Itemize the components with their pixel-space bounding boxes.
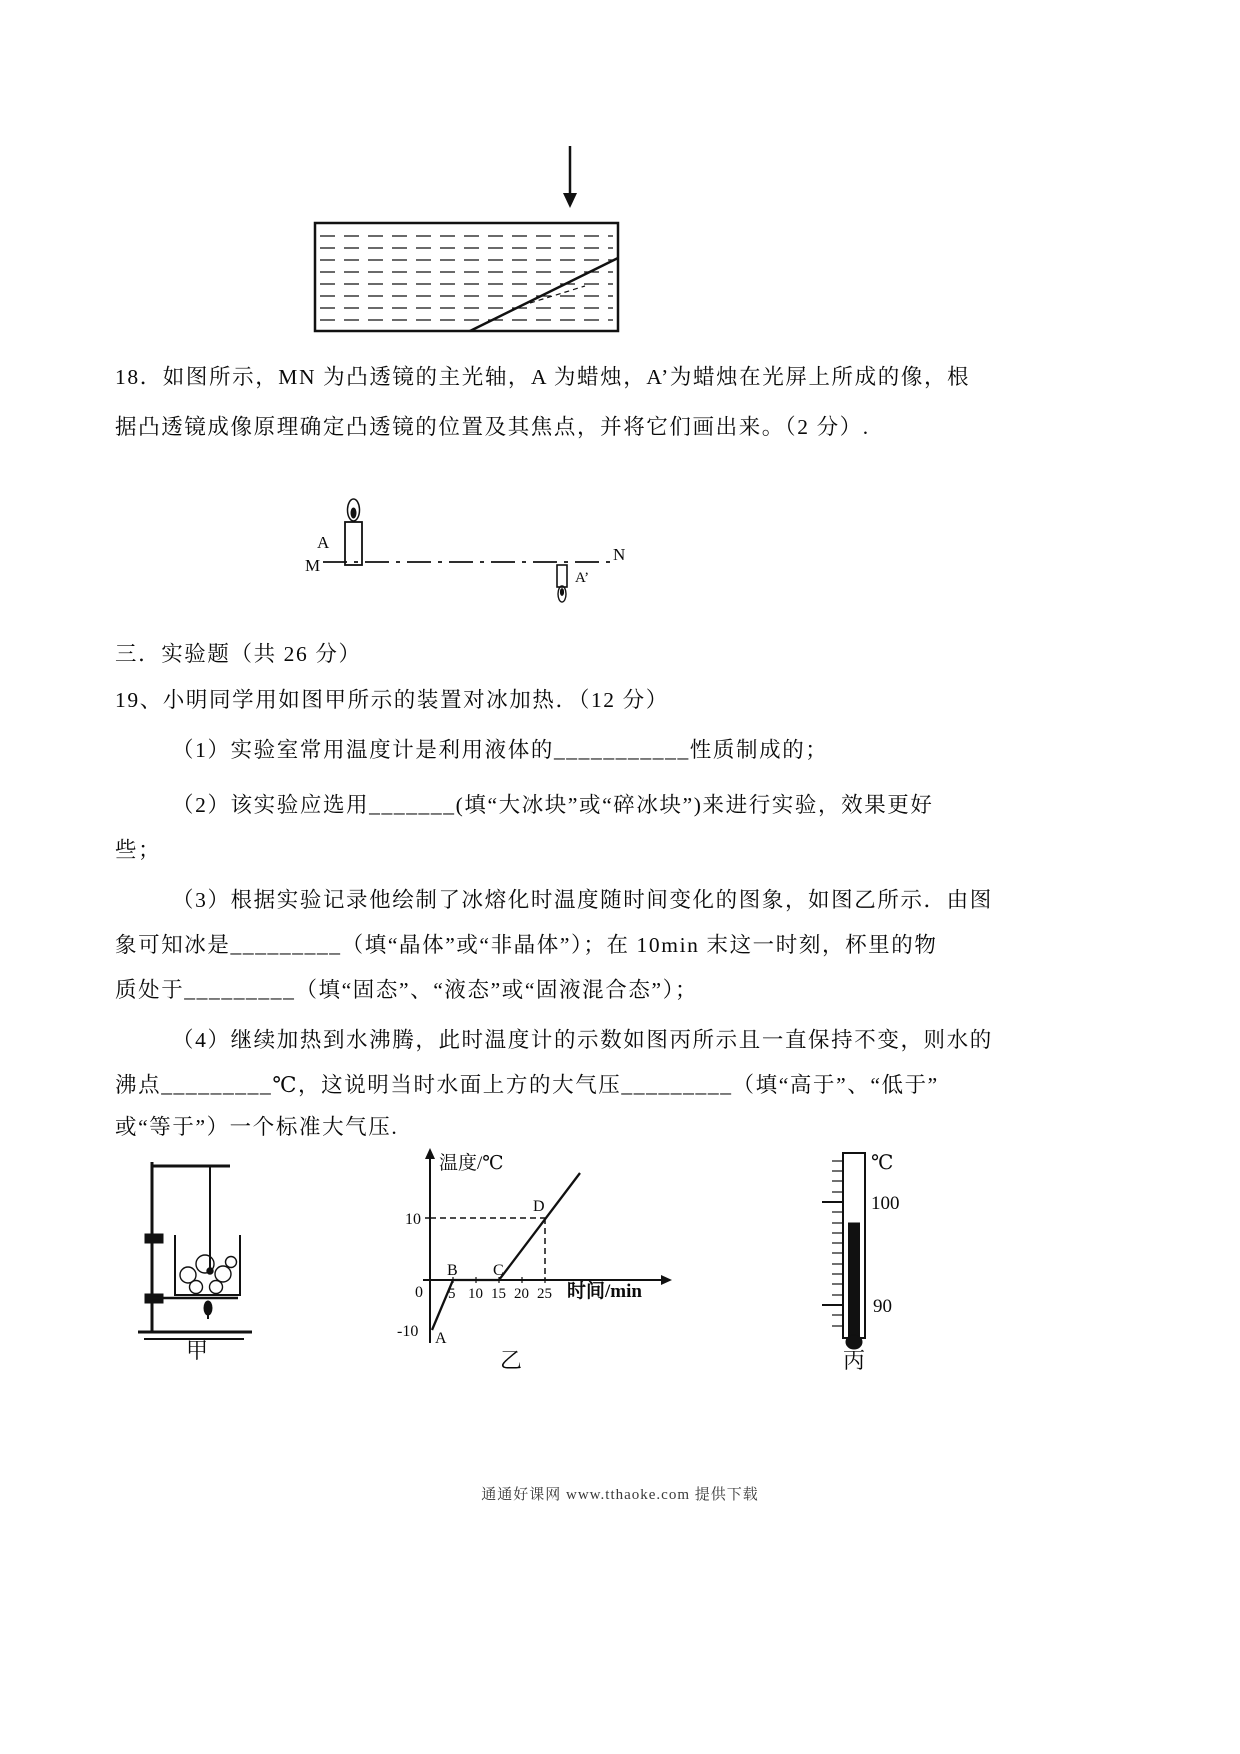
figure-lens-axis [295, 490, 645, 625]
footer-watermark: 通通好课网 www.tthaoke.com 提供下载 [481, 1487, 759, 1503]
xtick-5: 5 [448, 1286, 456, 1302]
label-N: N [613, 545, 626, 564]
figure-jia-apparatus [130, 1150, 265, 1340]
caption-jia: 甲 [186, 1338, 209, 1363]
caption-yi: 乙 [500, 1348, 523, 1373]
ytick-10: 10 [405, 1211, 421, 1228]
section3-heading: 三．实验题（共 26 分） [115, 642, 362, 666]
melting-curve [430, 1173, 580, 1330]
scale-100: 100 [871, 1193, 900, 1214]
incident-arrow-icon [563, 146, 577, 208]
point-label-D: D [533, 1198, 545, 1215]
q19-part3-line3: 质处于_________（填“固态”、“液态”或“固液混合态”）； [115, 978, 699, 1002]
q19-part2-line2: 些； [115, 838, 162, 862]
thermometer-scale [822, 1161, 843, 1326]
q19-intro: 19、小明同学用如图甲所示的装置对冰加热．（12 分） [115, 688, 669, 712]
iron-stand [138, 1162, 252, 1339]
xtick-15: 15 [491, 1286, 506, 1302]
point-label-B: B [447, 1262, 458, 1279]
graph-axes [423, 1148, 672, 1343]
ytick-0: 0 [415, 1284, 423, 1301]
candle-object [345, 499, 362, 565]
xtick-20: 20 [514, 1286, 529, 1302]
label-M: M [305, 556, 321, 575]
mercury-column [849, 1223, 860, 1338]
thermometer-tube [843, 1153, 865, 1349]
q19-part3-line2: 象可知冰是_________（填“晶体”或“非晶体”）；在 10min 末这一时刻，杯里的物 [115, 933, 938, 957]
q19-part4-line1: （4）继续加热到水沸腾，此时温度计的示数如图丙所示且一直保持不变，则水的 [172, 1028, 993, 1052]
alcohol-lamp [192, 1301, 224, 1332]
label-A: A [317, 533, 330, 552]
figure-bing-thermometer [815, 1145, 930, 1357]
q19-part3-line1: （3）根据实验记录他绘制了冰熔化时温度随时间变化的图象，如图乙所示．由图 [172, 888, 993, 912]
q19-part1: （1）实验室常用温度计是利用液体的___________性质制成的； [172, 738, 829, 762]
q19-part4-line3: 或“等于”）一个标准大气压. [115, 1115, 399, 1139]
figure-water-tank-refraction [300, 138, 640, 343]
point-label-A: A [435, 1330, 447, 1347]
ytick-neg10: -10 [397, 1323, 419, 1340]
y-axis-label: 温度/℃ [439, 1153, 504, 1174]
candle-image-inverted [557, 565, 567, 602]
unit-label: ℃ [871, 1152, 894, 1174]
figure-yi-graph [395, 1145, 690, 1360]
scale-90: 90 [873, 1296, 892, 1317]
q19-part2-line1: （2）该实验应选用_______(填“大冰块”或“碎冰块”)来进行实验，效果更好 [172, 793, 934, 817]
beaker-with-ice [175, 1235, 240, 1295]
q18-text-line2: 据凸透镜成像原理确定凸透镜的位置及其焦点，并将它们画出来。（2 分）. [115, 415, 870, 439]
label-A-prime: A’ [575, 570, 590, 586]
caption-bing: 丙 [843, 1348, 866, 1373]
xtick-10: 10 [468, 1286, 483, 1302]
q18-text-line1: 18．如图所示，MN 为凸透镜的主光轴，A 为蜡烛，A’为蜡烛在光屏上所成的像，根 [115, 365, 971, 389]
xtick-25: 25 [537, 1286, 552, 1302]
water-tank [315, 223, 618, 331]
x-axis-label: 时间/min [567, 1281, 642, 1302]
point-label-C: C [493, 1262, 504, 1279]
q19-part4-line2: 沸点_________℃，这说明当时水面上方的大气压_________（填“高于”、“低于” [115, 1073, 939, 1097]
